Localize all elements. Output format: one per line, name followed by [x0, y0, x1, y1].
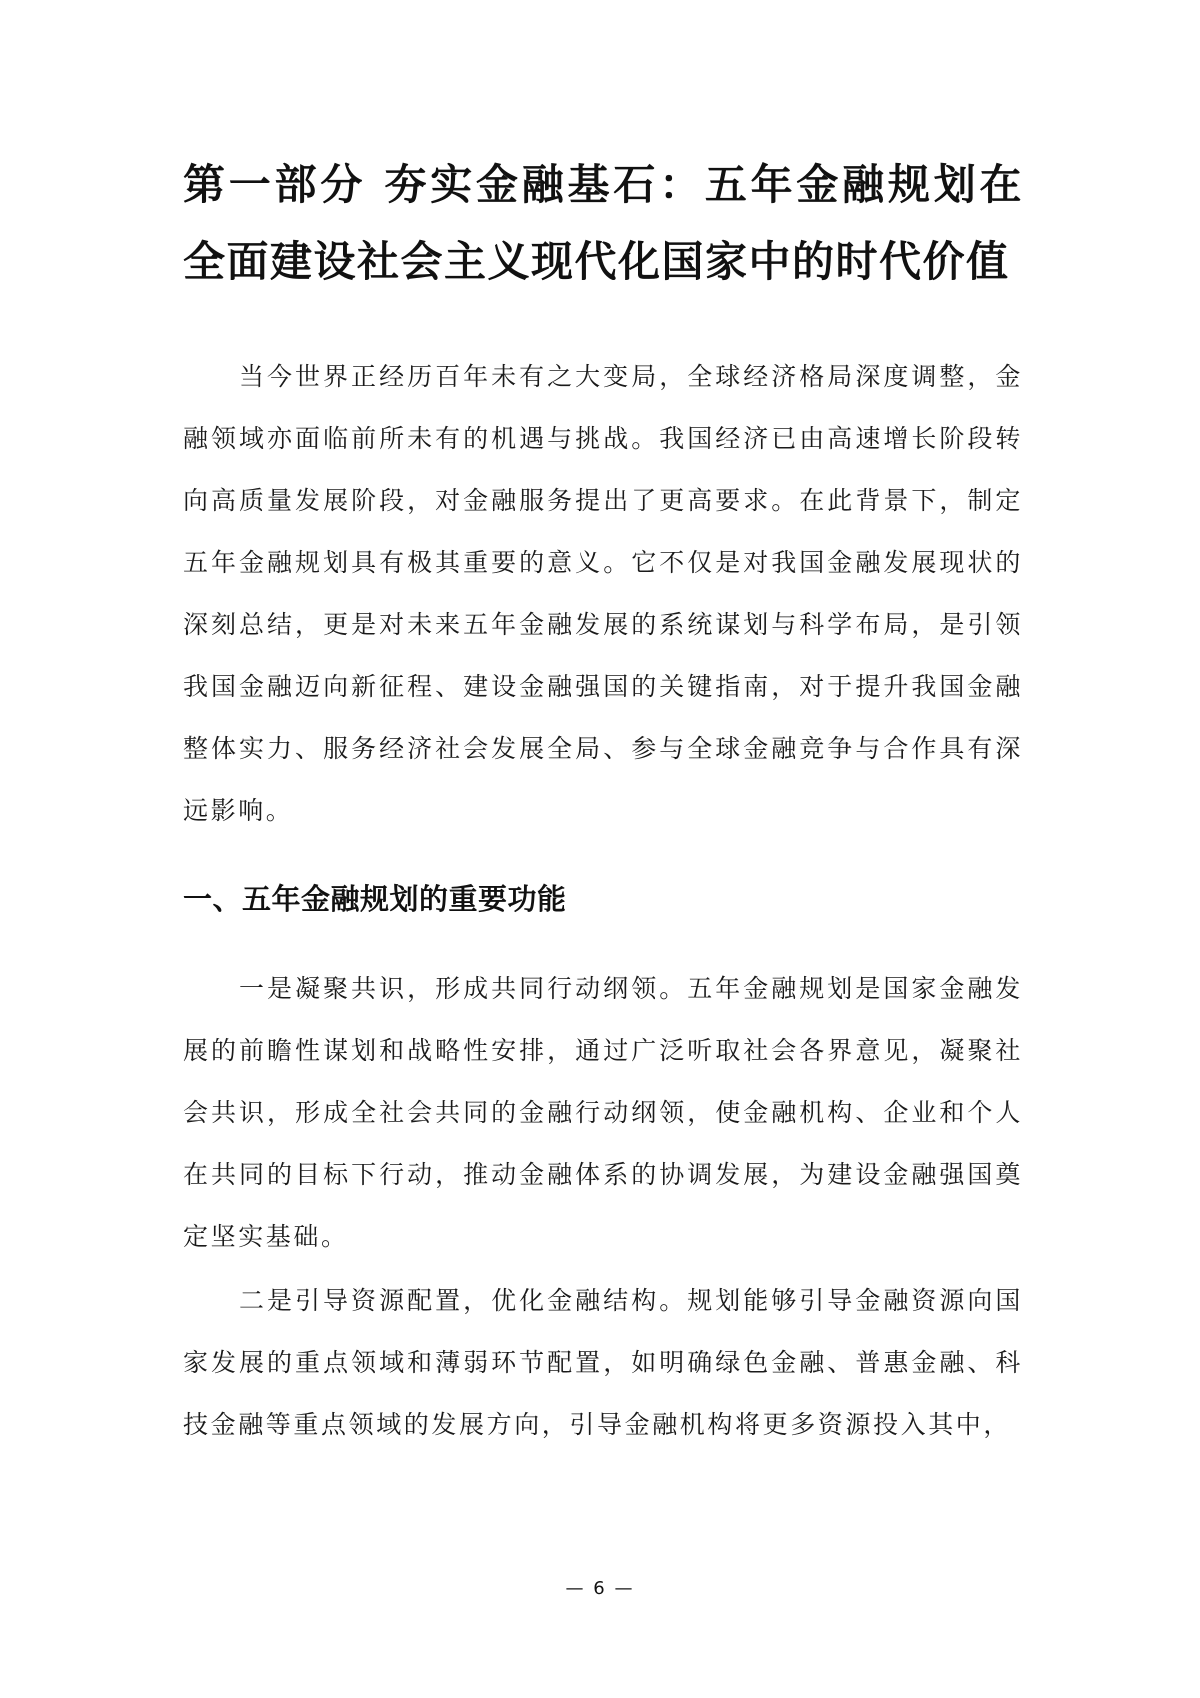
page-content: [183, 146, 1023, 1456]
page-number: — 6 —: [565, 1578, 635, 1599]
page-title: 第一部分 夯实金融基石：五年金融规划在全面建设社会主义现代化国家中的时代价值: [183, 160, 1023, 286]
body-paragraph-2: 二是引导资源配置，优化金融结构。规划能够引导金融资源向国家发展的重点领域和薄弱环节配置，如明确绿色金融、普惠金融、科技金融等重点领域的发展方向，引导金融机构将更多资源投入其中，: [183, 1286, 1023, 1439]
body-paragraph-1: 一是凝聚共识，形成共同行动纲领。五年金融规划是国家金融发展的前瞻性谋划和战略性安排，通过广泛听取社会各界意见，凝聚社会共识，形成全社会共同的金融行动纲领，使金融机构、企业和个人在共同的目标下行动，推动金融体系的协调发展，为建设金融强国奠定坚实基础。: [183, 974, 1023, 1251]
intro-paragraph: 当今世界正经历百年未有之大变局，全球经济格局深度调整，金融领域亦面临前所未有的机遇与挑战。我国经济已由高速增长阶段转向高质量发展阶段，对金融服务提出了更高要求。在此背景下，制定五年金融规划具有极其重要的意义。它不仅是对我国金融发展现状的深刻总结，更是对未来五年金融发展的系统谋划与科学布局，是引领我国金融迈向新征程、建设金融强国的关键指南，对于提升我国金融整体实力、服务经济社会发展全局、参与全球金融竞争与合作具有深远影响。: [183, 362, 1023, 825]
section-heading: 一、五年金融规划的重要功能: [183, 882, 567, 916]
